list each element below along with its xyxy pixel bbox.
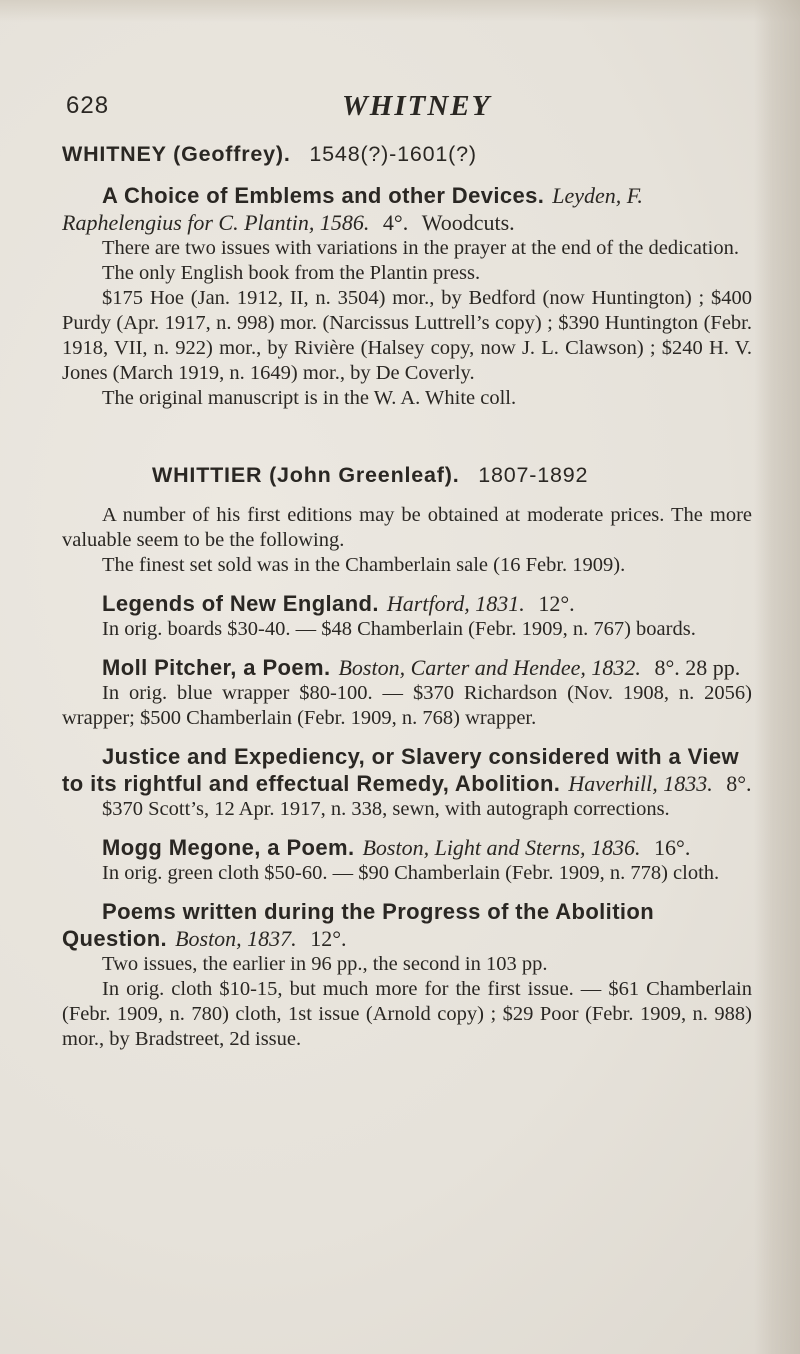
entry [62, 182, 752, 411]
running-head-title: WHITNEY [342, 90, 492, 122]
entry [62, 654, 752, 731]
entry [62, 834, 752, 886]
entry-note: $370 Scott’s, 12 Apr. 1917, n. 338, sewn, with autograph corrections. [102, 798, 670, 820]
book-format: 8°. 28 pp. [654, 655, 741, 680]
page-gutter-shadow [754, 0, 800, 1354]
entry-note: There are two issues with variations in the prayer at the end of the dedication. [102, 237, 739, 259]
book-imprint: Boston, 1837. [175, 926, 297, 951]
book-format: 4°. [382, 210, 409, 235]
entry-note: $175 Hoe (Jan. 1912, II, n. 3504) mor., by Bedford (now Huntington) ; $400 Purdy (Apr. 1917, n. 998) mor. (Narcissus Luttrell’s copy) ; $390 Huntington (Febr. 1918, VII, n. 922) mor., by Rivière (Halsey copy, now J. L. Clawson) ; $240 H. V. Jones (March 1919, n. 1649) mor., by De Coverly. [62, 287, 752, 384]
entry-note: In orig. blue wrapper $80-100. — $370 Richardson (Nov. 1908, n. 2056) wrapper; $500 Chamberlain (Febr. 1909, n. 768) wrapper. [62, 682, 752, 729]
author-name: WHITNEY (Geoffrey). [62, 142, 291, 166]
book-title: Moll Pitcher, a Poem. [102, 655, 331, 680]
entry-title [62, 182, 752, 236]
intro-note: The finest set sold was in the Chamberlain sale (16 Febr. 1909). [102, 554, 626, 576]
book-format: 8°. [726, 771, 752, 796]
author-section-whitney [62, 142, 752, 411]
entry-note: The only English book from the Plantin press. [102, 262, 481, 284]
page-top-shadow [0, 0, 800, 22]
author-heading [62, 142, 752, 167]
intro-note: A number of his first editions may be obtained at moderate prices. The more valuable seem to be the following. [62, 504, 752, 551]
entry-note: In orig. green cloth $50-60. — $90 Chamberlain (Febr. 1909, n. 778) cloth. [102, 862, 720, 884]
book-title: A Choice of Emblems and other Devices. [102, 183, 545, 208]
entry [62, 743, 752, 822]
book-format: 12°. [310, 926, 347, 951]
book-imprint: Hartford, 1831. [386, 591, 525, 616]
entry [62, 898, 752, 1052]
book-extra: Woodcuts. [421, 210, 515, 235]
book-imprint: Haverhill, 1833. [568, 771, 713, 796]
book-title: Legends of New England. [102, 591, 379, 616]
author-dates: 1807-1892 [478, 463, 589, 487]
entry-title [62, 834, 752, 861]
entry-title [62, 898, 752, 952]
page-content [62, 142, 752, 1052]
author-name: WHITTIER (John Greenleaf). [152, 463, 460, 487]
running-head [66, 92, 706, 126]
book-imprint: Boston, Carter and Hendee, 1832. [338, 655, 641, 680]
entry-note: The original manuscript is in the W. A. White coll. [102, 387, 517, 409]
entry-title [62, 590, 752, 617]
author-section-whittier [62, 463, 752, 1052]
entry-note: In orig. cloth $10-15, but much more for the first issue. — $61 Chamberlain (Febr. 1909, n. 780) cloth, 1st issue (Arnold copy) ; $29 Poor (Febr. 1909, n. 988) mor., by Bradstreet, 2d issue. [62, 978, 752, 1050]
entry-title [62, 743, 752, 797]
entry [62, 590, 752, 642]
book-imprint: Leyden, F. Raphelengius for C. Plantin, 1586. [62, 183, 643, 235]
book-title: Mogg Megone, a Poem. [102, 835, 355, 860]
entry-note: In orig. boards $30-40. — $48 Chamberlain (Febr. 1909, n. 767) boards. [102, 618, 696, 640]
section-spacer [62, 411, 752, 463]
author-heading [62, 463, 752, 488]
book-format: 12°. [538, 591, 575, 616]
page-number: 628 [66, 92, 110, 119]
entry-note: Two issues, the earlier in 96 pp., the second in 103 pp. [102, 953, 548, 975]
entry-title [62, 654, 752, 681]
book-title: Justice and Expediency, or Slavery considered with a View to its rightful and effectual Remedy, Abolition. [62, 744, 740, 796]
book-imprint: Boston, Light and Sterns, 1836. [362, 835, 641, 860]
book-format: 16°. [654, 835, 691, 860]
book-title: Poems written during the Progress of the Abolition Question. [62, 899, 655, 951]
author-dates: 1548(?)-1601(?) [309, 142, 477, 166]
